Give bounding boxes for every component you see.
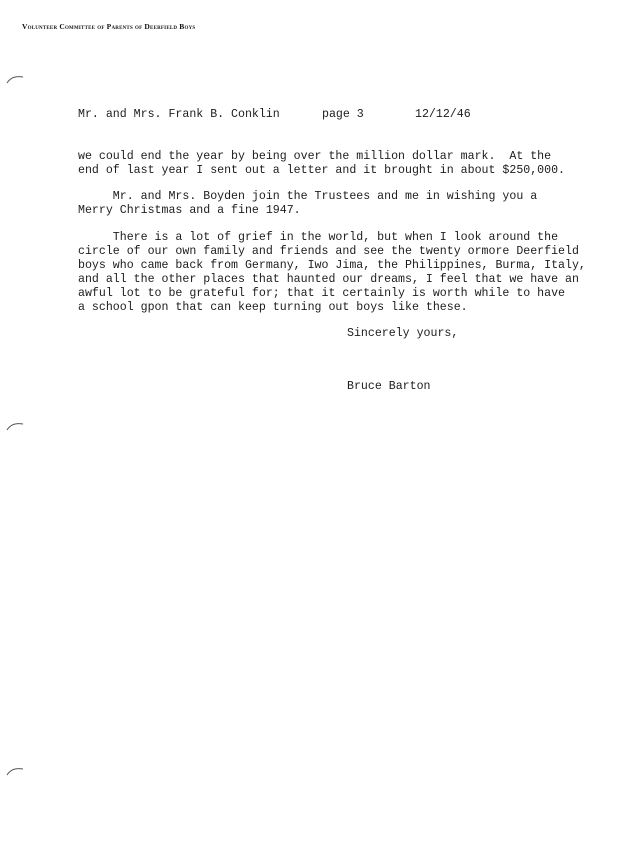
text-line: a school gpon that can keep turning out boys like these. xyxy=(78,301,468,314)
page-number: page 3 xyxy=(322,108,364,121)
text-line: circle of our own family and friends and see the twenty ormore Deerfield xyxy=(78,245,579,258)
addressee: Mr. and Mrs. Frank B. Conklin xyxy=(78,108,280,121)
text-line: Merry Christmas and a fine 1947. xyxy=(78,204,301,217)
letterhead: Volunteer Committee of Parents of Deerfield Boys xyxy=(22,22,196,31)
text-line: end of last year I sent out a letter and it brought in about $250,000. xyxy=(78,164,566,177)
text-line: boys who came back from Germany, Iwo Jima, the Philippines, Burma, Italy, xyxy=(78,259,586,272)
text-line: Mr. and Mrs. Boyden join the Trustees and me in wishing you a xyxy=(78,190,538,203)
text-line: we could end the year by being over the million dollar mark. At the xyxy=(78,150,552,163)
text-line: and all the other places that haunted our dreams, I feel that we have an xyxy=(78,273,579,286)
signature: Bruce Barton xyxy=(347,380,431,393)
punch-mark-icon xyxy=(6,766,24,776)
punch-mark-icon xyxy=(6,74,24,84)
closing: Sincerely yours, xyxy=(347,327,459,340)
text-line: There is a lot of grief in the world, but when I look around the xyxy=(78,231,559,244)
text-line: awful lot to be grateful for; that it certainly is worth while to have xyxy=(78,287,566,300)
punch-mark-icon xyxy=(6,421,24,431)
letter-date: 12/12/46 xyxy=(415,108,471,121)
